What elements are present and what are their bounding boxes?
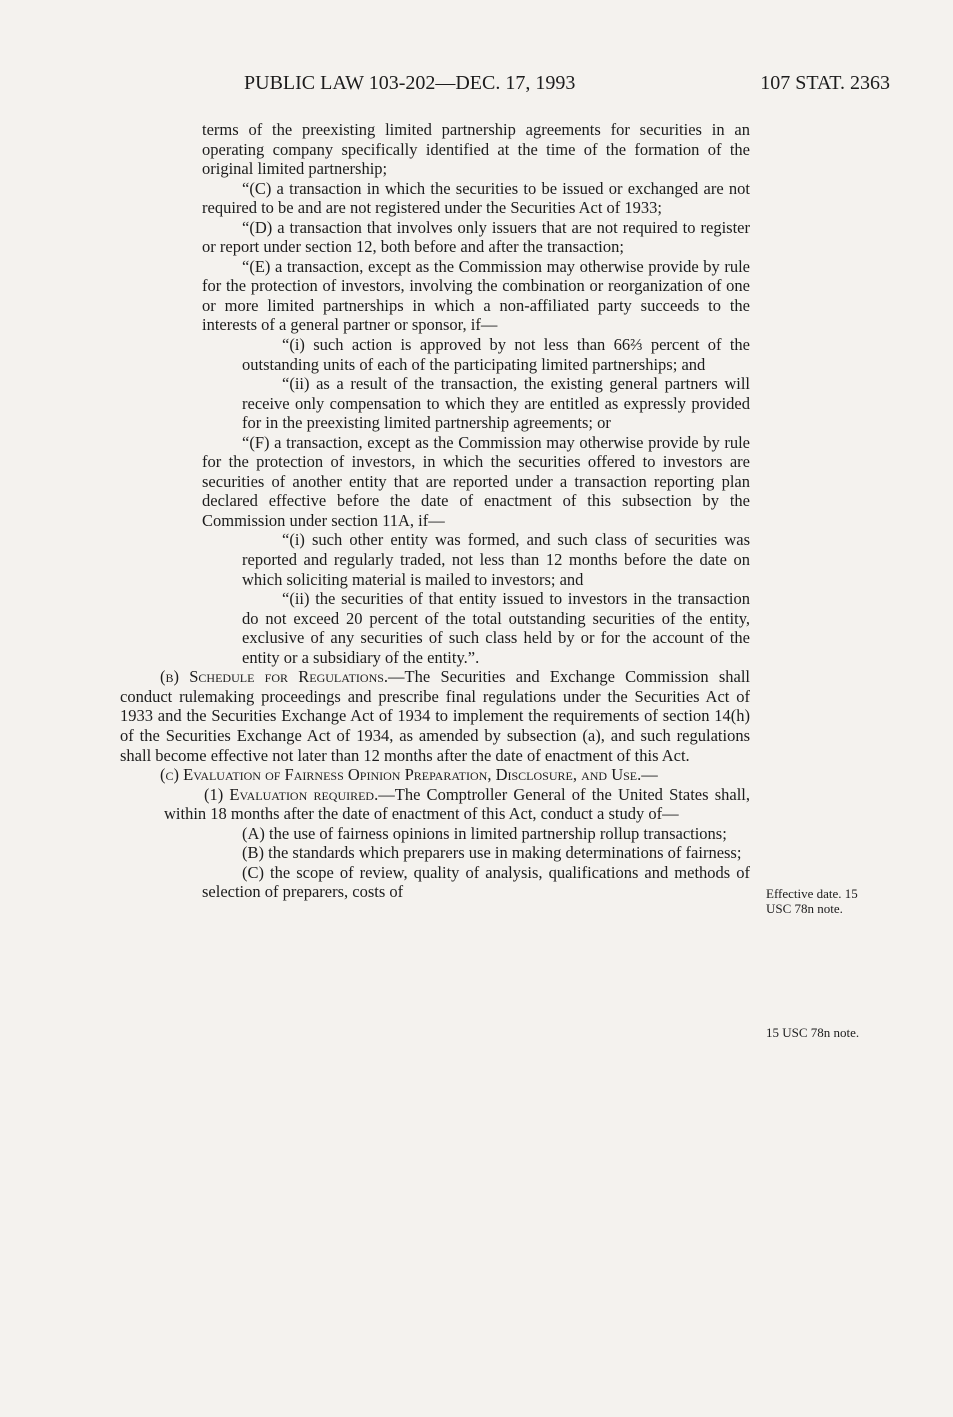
section-b bbox=[120, 667, 750, 765]
statute-page-number: 107 STAT. 2363 bbox=[760, 72, 890, 94]
paragraph-e-i: “(i) such action is approved by not less than 66⅔ percent of the outstanding units of each of the participating limited partnerships; and bbox=[242, 335, 750, 374]
paragraph-f-i: “(i) such other entity was formed, and such class of securities was reported and regularly traded, not less than 12 months before the date on which soliciting material is mailed to investors; and bbox=[242, 530, 750, 589]
paragraph-continuation: terms of the preexisting limited partnership agreements for securities in an operating company specifically identified at the time of the formation of the original limited partnership; bbox=[202, 120, 750, 179]
paragraph-c: “(C) a transaction in which the securities to be issued or exchanged are not required to be and are not registered under the Securities Act of 1933; bbox=[202, 178, 750, 218]
margin-note-usc: 15 USC 78n note. bbox=[766, 1025, 860, 1040]
paragraph-e-ii: “(ii) as a result of the transaction, the existing general partners will receive only compensation to which they are entitled as expressly provided for in the preexisting limited partnership agreements; or bbox=[242, 374, 750, 433]
document-body bbox=[120, 120, 750, 902]
section-b-heading: (b) Schedule for Regulations. bbox=[160, 667, 389, 687]
paragraph-e: “(E) a transaction, except as the Commission may otherwise provide by rule for the protection of investors, involving the combination or reorganization of one or more limited partnerships in which a non-affiliated party succeeds to the interests of a general partner or sponsor, if— bbox=[202, 256, 750, 335]
section-c1-heading: (1) Evaluation required. bbox=[204, 784, 379, 804]
section-c1-text: —The Comptroller General of the United States shall, within 18 months after the date of enactment of this Act, conduct a study of— bbox=[164, 784, 750, 824]
law-citation: PUBLIC LAW 103-202—DEC. 17, 1993 bbox=[244, 72, 576, 94]
paragraph-f: “(F) a transaction, except as the Commission may otherwise provide by rule for the protection of investors, in which the securities offered to investors are securities of another entity that are reported under a transaction reporting plan declared effective before the date of enactment of this subsection by the Commission under section 11A, if— bbox=[202, 432, 750, 530]
margin-note-effective-date: Effective date. 15 USC 78n note. bbox=[766, 886, 858, 916]
paragraph-f-ii: “(ii) the securities of that entity issued to investors in the transaction do not exceed 20 percent of the total outstanding securities of the entity, exclusive of any securities of such class held by or for the account of the entity or a subsidiary of the entity.”. bbox=[242, 589, 750, 667]
item-c1-b: (B) the standards which preparers use in making determinations of fairness; bbox=[242, 843, 742, 863]
item-c1-a: (A) the use of fairness opinions in limited partnership rollup transactions; bbox=[242, 823, 727, 843]
paragraph-d: “(D) a transaction that involves only issuers that are not required to register or report under section 12, both before and after the transaction; bbox=[202, 217, 750, 257]
page-header bbox=[120, 72, 890, 98]
section-c-heading: (c) Evaluation of Fairness Opinion Preparation, Disclosure, and Use. bbox=[160, 765, 642, 785]
section-b-text: —The Securities and Exchange Commission shall conduct rulemaking proceedings and prescribe final regulations under the Securities Act of 1933 and the Securities Exchange Act of 1934 to implement the requirements of section 14(h) of the Securities Exchange Act of 1934, as amended by subsection (a), and such regulations shall become effective not later than 12 months after the date of enactment of this Act. bbox=[120, 667, 750, 765]
section-c1 bbox=[120, 785, 750, 824]
section-c bbox=[120, 765, 750, 785]
item-c1-c: (C) the scope of review, quality of analysis, qualifications and methods of selection of preparers, costs of bbox=[202, 862, 750, 902]
section-c-text: — bbox=[641, 765, 658, 785]
